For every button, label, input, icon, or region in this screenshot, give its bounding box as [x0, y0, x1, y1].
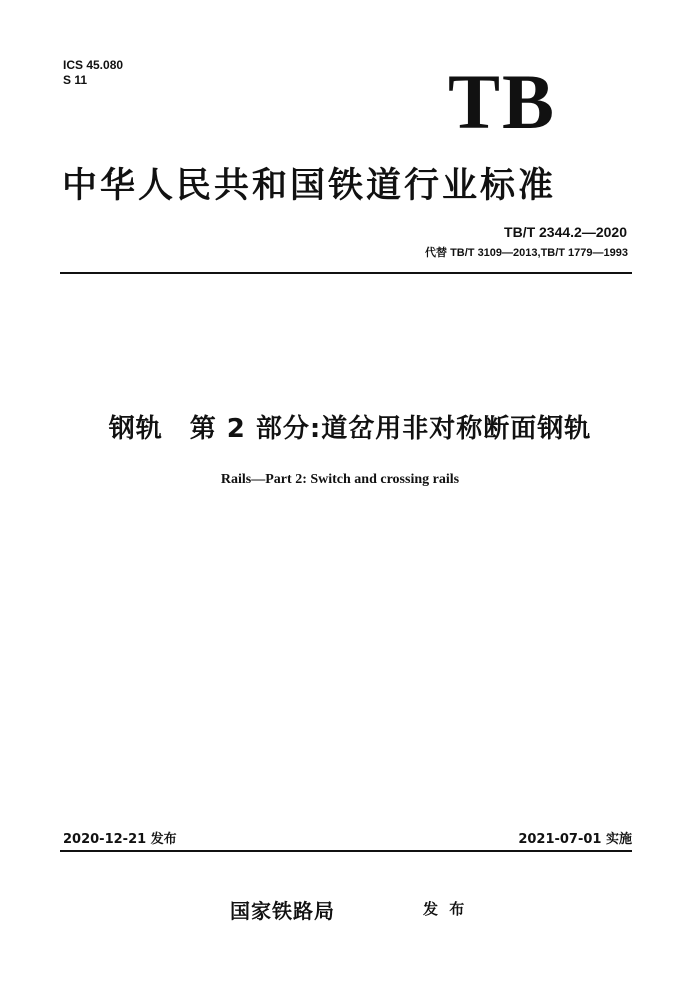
classification-codes [63, 58, 123, 88]
issue-date: 2020-12-21 发布 [63, 832, 177, 847]
tb-logo: TB [448, 58, 557, 145]
national-standard-title: 中华人民共和国铁道行业标准 [62, 165, 557, 206]
implementation-date: 2021-07-01 实施 [518, 832, 632, 847]
document-title-en: Rails—Part 2: Switch and crossing rails [220, 472, 460, 487]
top-divider [60, 272, 632, 274]
document-title-zh: 钢轨 第 2 部分:道岔用非对称断面钢轨 [108, 414, 592, 444]
replaces-note: 代替 TB/T 3109—2013,TB/T 1779—1993 [425, 247, 628, 259]
bottom-divider [60, 850, 632, 852]
ics-code: ICS 45.080 [63, 58, 124, 72]
issue-word: 发 布 [423, 900, 468, 918]
class-code: S 11 [63, 73, 88, 87]
issuing-authority: 国家铁路局 [230, 899, 335, 923]
standard-code: TB/T 2344.2—2020 [504, 224, 627, 240]
